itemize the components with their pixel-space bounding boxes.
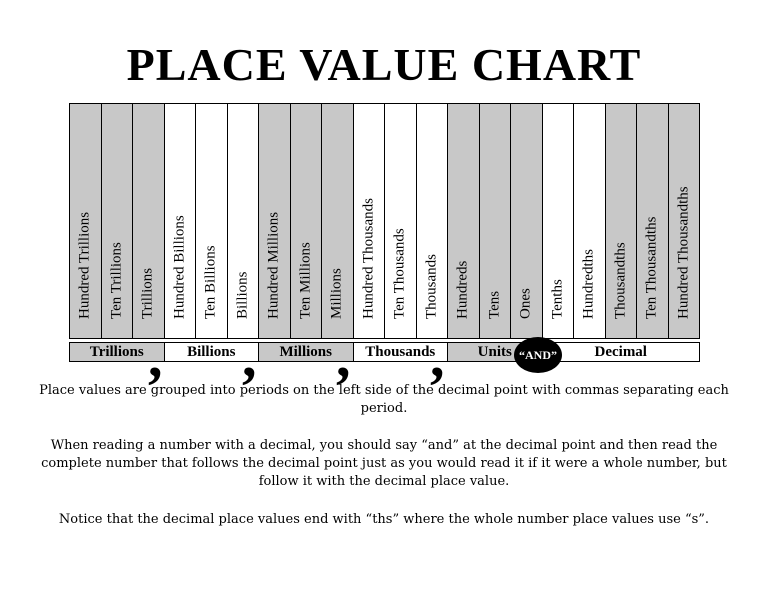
- place-column-label: Hundredths: [580, 249, 597, 319]
- place-column-label: Hundred Billions: [171, 215, 188, 319]
- place-column: [384, 103, 417, 339]
- place-column: [164, 103, 197, 339]
- comma-separator: ,: [430, 324, 445, 389]
- place-column: [636, 103, 669, 339]
- place-column: [195, 103, 228, 339]
- place-column-label: Millions: [328, 268, 345, 319]
- place-column: [416, 103, 449, 339]
- place-column-label: Thousandths: [612, 242, 629, 319]
- period-label: Billions: [164, 342, 260, 362]
- place-column: [101, 103, 134, 339]
- place-column: [573, 103, 606, 339]
- place-column: [605, 103, 638, 339]
- place-column: [353, 103, 386, 339]
- place-column-label: Hundred Thousands: [360, 198, 377, 319]
- place-column-label: Hundreds: [454, 260, 471, 319]
- place-column-label: Ten Thousands: [391, 228, 408, 319]
- place-column-label: Hundred Trillions: [76, 211, 93, 319]
- place-column-label: Ones: [517, 288, 534, 319]
- place-column: [668, 103, 701, 339]
- period-label: Thousands: [353, 342, 449, 362]
- page-title: PLACE VALUE CHART: [126, 39, 642, 90]
- comma-separator: ,: [336, 324, 351, 389]
- place-column: [227, 103, 260, 339]
- paragraph-ths-note: Notice that the decimal place values end with “ths” where the whole number place values use “s”.: [58, 512, 710, 527]
- place-column-label: Trillions: [139, 267, 156, 319]
- place-column: [258, 103, 291, 339]
- place-column-label: Hundred Thousandths: [675, 186, 692, 319]
- place-column: [510, 103, 543, 339]
- place-column-label: Tenths: [549, 279, 566, 319]
- place-value-chart: [69, 103, 699, 389]
- comma-separator: ,: [242, 324, 257, 389]
- place-column-label: Ten Millions: [297, 242, 314, 319]
- place-column-label: Thousands: [423, 254, 440, 319]
- place-column-label: Ten Billions: [202, 245, 219, 319]
- comma-separator: ,: [148, 324, 163, 389]
- place-column-label: Billions: [234, 271, 251, 319]
- place-column-label: Ten Trillions: [108, 242, 125, 319]
- place-column: [447, 103, 480, 339]
- place-column-label: Ten Thousandths: [643, 216, 660, 319]
- period-label: Millions: [258, 342, 354, 362]
- place-column-label: Tens: [486, 290, 503, 319]
- period-label: Decimal: [542, 342, 701, 362]
- place-column: [479, 103, 512, 339]
- place-column-label: Hundred Millions: [265, 211, 282, 319]
- place-column: [321, 103, 354, 339]
- period-label: Units: [447, 342, 543, 362]
- paragraph-periods: Place values are grouped into periods on the left side of the decimal point with commas separating each period.: [39, 383, 729, 416]
- paragraph-reading-decimals: When reading a number with a decimal, you should say “and” at the decimal point and then read the complete number that follows the decimal point just as you would read it if it were a whole number, but follow it with the decimal place value.: [41, 438, 727, 489]
- place-column: [69, 103, 102, 339]
- decimal-point-and: “AND”: [514, 337, 562, 373]
- place-column: [290, 103, 323, 339]
- place-column: [132, 103, 165, 339]
- place-column: [542, 103, 575, 339]
- period-label: Trillions: [69, 342, 165, 362]
